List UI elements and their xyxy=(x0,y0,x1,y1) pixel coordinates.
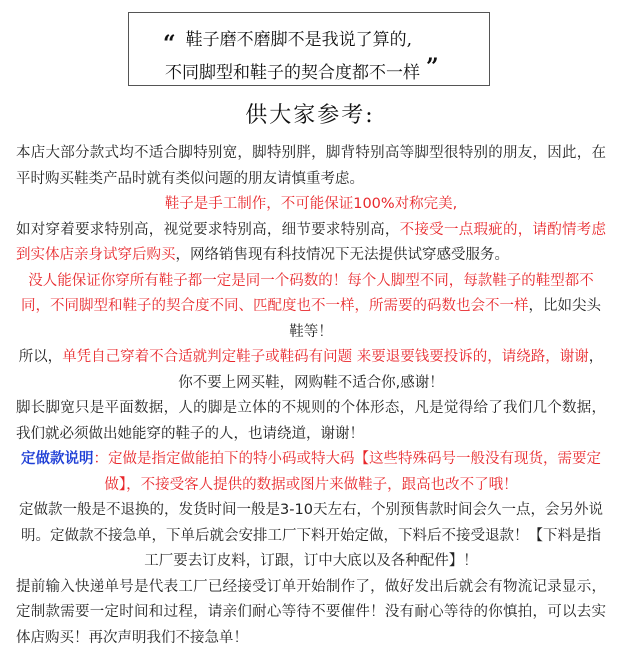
quote-text-2: 不同脚型和鞋子的契合度都不一样 xyxy=(165,63,420,83)
high-req-warning: 不接受一点瑕疵的，请酌情考虑到实体店亲身试穿后购买 xyxy=(16,222,606,264)
subheading: 供大家参考: xyxy=(0,98,620,129)
no-returns-lead: 所以， xyxy=(19,349,63,365)
high-req-tail: ，网络销售现有科技情况下无法提供试穿感受服务。 xyxy=(176,247,510,263)
paragraph-high-requirements xyxy=(16,218,606,269)
quote-box xyxy=(128,12,490,86)
paragraph-custom-policy: 定做款一般是不退换的，发货时间一般是3-10天左右，个别预售款时间会久一点，会另外说明。定做款不接急单，下单后就会安排工厂下料开始定做，下料后不接受退款！【下料是指工厂要去订皮料，订跟，订中大底以及各种配件】！ xyxy=(16,498,606,575)
sizing-tail: ，比如尖头鞋等！ xyxy=(289,298,601,340)
no-returns-tail: ，你不要上网买鞋，网购鞋不适合你,感谢！ xyxy=(178,349,603,391)
high-req-text: 如对穿着要求特别高，视觉要求特别高，细节要求特别高， xyxy=(16,222,400,238)
quote-text-1: 鞋子磨不磨脚不是我说了算的, xyxy=(186,30,412,50)
quote-line-1 xyxy=(163,25,412,57)
notice-body xyxy=(16,141,606,651)
sizing-warning: 没人能保证你穿所有鞋子都一定是同一个码数的！每个人脚型不同，每款鞋子的鞋型都不同，不同脚型和鞋子的契合度不同、匹配度也不一样，所需要的码数也会不一样 xyxy=(21,273,594,315)
paragraph-tracking: 提前输入快递单号是代表工厂已经接受订单开始制作了，做好发出后就会有物流记录显示，定制款需要一定时间和过程，请亲们耐心等待不要催件！没有耐心等待的你慎拍，可以去实体店购买！再次声明我们不接急单！ xyxy=(16,575,606,651)
paragraph-handmade: 鞋子是手工制作，不可能保证100%对称完美, xyxy=(16,192,606,218)
no-returns-warning: 单凭自己穿着不合适就判定鞋子或鞋码有问题 来要退要钱要投诉的，请绕路，谢谢 xyxy=(62,349,589,365)
custom-order-text: ：定做是指定做能拍下的特小码或特大码【这些特殊码号一般没有现货，需要定做】，不接受客人提供的数据或图片来做鞋子，跟高也改不了哦！ xyxy=(94,451,602,493)
paragraph-sizing xyxy=(16,269,606,346)
paragraph-foot-data: 脚长脚宽只是平面数据，人的脚是立体的不规则的个体形态，凡是觉得给了我们几个数据，我们就必须做出她能穿的鞋子的人，也请绕道，谢谢！ xyxy=(16,396,606,447)
open-quote-mark: “ xyxy=(163,31,176,57)
paragraph-custom-order xyxy=(16,447,606,498)
custom-order-label: 定做款说明 xyxy=(21,451,94,467)
paragraph-wide-feet: 本店大部分款式均不适合脚特别宽，脚特别胖，脚背特别高等脚型很特别的朋友，因此，在平时购买鞋类产品时就有类似问题的朋友请慎重考虑。 xyxy=(16,141,606,192)
quote-line-2 xyxy=(165,54,439,83)
paragraph-no-returns xyxy=(16,345,606,396)
close-quote-mark: ” xyxy=(426,54,439,80)
